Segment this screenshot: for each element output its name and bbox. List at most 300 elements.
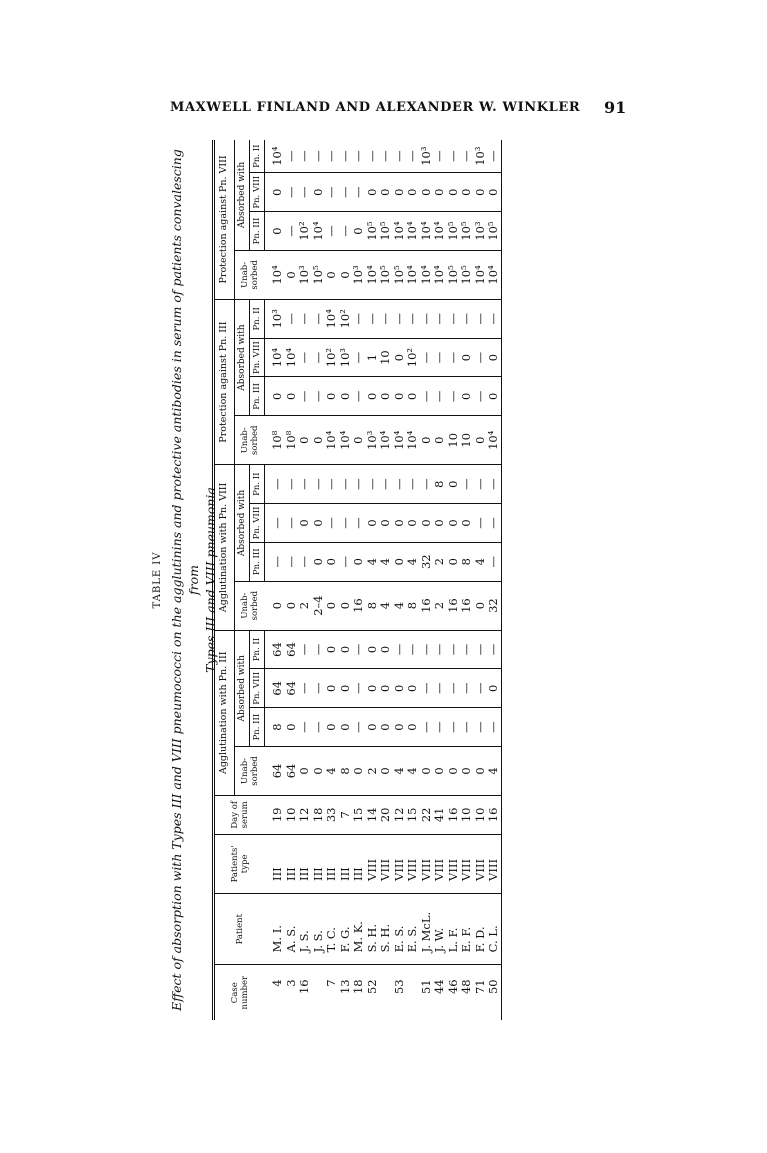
cell-a8-0: 8 bbox=[366, 581, 380, 630]
cell-a3-0: 8 bbox=[339, 746, 353, 795]
cell-p3-1: — bbox=[474, 377, 488, 416]
header-unabsorbed: Unab- sorbed bbox=[235, 581, 265, 630]
cell-a8-1: 0 bbox=[447, 542, 461, 581]
cell-p8-1: 10⁴ bbox=[433, 212, 447, 251]
cell-p8-2: — bbox=[325, 173, 339, 212]
cell-p8-3: — bbox=[405, 150, 419, 162]
cell-p3-1: — bbox=[352, 377, 366, 416]
cell-p3-2: 10² bbox=[325, 338, 339, 377]
cell-a8-1: 8 bbox=[460, 542, 474, 581]
header-pn2: Pn. II bbox=[250, 299, 265, 338]
cell-p3-0: 0 bbox=[474, 416, 488, 465]
cell-case-number: 46 bbox=[447, 965, 461, 1020]
cell-patients-type: VIII bbox=[487, 834, 501, 893]
cell-p8-1: 0 bbox=[265, 212, 285, 251]
cell-day-of-serum: 10 bbox=[474, 795, 488, 834]
cell-patient: E. F. bbox=[460, 893, 474, 964]
cell-p3-1: — bbox=[298, 377, 312, 416]
cell-p8-1: 10³ bbox=[474, 212, 488, 251]
cell-p8-2: 0 bbox=[366, 173, 380, 212]
cell-a3-1: — bbox=[474, 708, 488, 747]
cell-day-of-serum: 15 bbox=[406, 795, 420, 834]
cell-a3-0: 0 bbox=[379, 746, 393, 795]
cell-p3-0: 10⁴ bbox=[339, 416, 353, 465]
cell-p8-0: 10³ bbox=[298, 250, 312, 299]
cell-a8-2: 0 bbox=[447, 504, 461, 543]
table-row bbox=[352, 140, 366, 1020]
running-head: MAXWELL FINLAND AND ALEXANDER W. WINKLER bbox=[170, 100, 581, 115]
cell-case-number: 4 bbox=[265, 965, 285, 1020]
header-prot-pn3: Protection against Pn. III bbox=[214, 299, 235, 464]
cell-a8-2: 0 bbox=[298, 504, 312, 543]
cell-a8-3: — bbox=[474, 465, 488, 504]
cell-a8-1: — bbox=[487, 542, 501, 581]
cell-p8-3: 10³ bbox=[418, 146, 433, 166]
cell-a8-0: 16 bbox=[420, 581, 434, 630]
cell-a8-0: 4 bbox=[379, 581, 393, 630]
cell-patient: M. K. bbox=[352, 893, 366, 964]
cell-a8-3: — bbox=[298, 465, 312, 504]
cell-p3-2: 10⁴ bbox=[285, 338, 299, 377]
cell-case-number: 3 bbox=[285, 965, 299, 1020]
cell-p8-2: 0 bbox=[433, 173, 447, 212]
cell-a8-3: 8 bbox=[433, 465, 447, 504]
cell-a3-1: 0 bbox=[325, 708, 339, 747]
cell-a8-0: 4 bbox=[393, 581, 407, 630]
cell-p3-2: 1 bbox=[366, 338, 380, 377]
table-row bbox=[487, 140, 501, 1020]
cell-p8-0: 10³ bbox=[352, 250, 366, 299]
header-unabsorbed: Unab- sorbed bbox=[235, 746, 265, 795]
cell-patients-type: VIII bbox=[447, 834, 461, 893]
page-number: 91 bbox=[604, 98, 627, 117]
cell-a8-1: 32 bbox=[420, 542, 434, 581]
cell-p8-1: — bbox=[285, 212, 299, 251]
cell-a3-1: 0 bbox=[285, 708, 299, 747]
cell-a8-0: 2 bbox=[433, 581, 447, 630]
cell-patients-type: VIII bbox=[433, 834, 447, 893]
cell-patient: E. S. bbox=[393, 893, 407, 964]
cell-p8-0: 10⁴ bbox=[366, 250, 380, 299]
header-pn2: Pn. II bbox=[250, 630, 265, 669]
header-case-number: Case number bbox=[214, 965, 265, 1020]
cell-p8-2: 0 bbox=[487, 173, 501, 212]
cell-a3-3: — bbox=[312, 630, 326, 669]
cell-a3-3: — bbox=[474, 630, 488, 669]
cell-p3-3: — bbox=[285, 299, 299, 338]
cell-a3-1: — bbox=[447, 708, 461, 747]
cell-p3-1: 0 bbox=[366, 377, 380, 416]
cell-a8-1: — bbox=[339, 542, 353, 581]
header-patient: Patient bbox=[214, 893, 265, 964]
cell-a3-1: 0 bbox=[379, 708, 393, 747]
cell-a3-2: — bbox=[298, 669, 312, 708]
cell-day-of-serum: 16 bbox=[447, 795, 461, 834]
cell-p8-1: 10⁴ bbox=[420, 212, 434, 251]
cell-a3-2: — bbox=[352, 669, 366, 708]
cell-p3-2: — bbox=[474, 338, 488, 377]
cell-p8-2: 0 bbox=[379, 173, 393, 212]
cell-a3-3: — bbox=[433, 630, 447, 669]
cell-p3-0: 10 bbox=[447, 416, 461, 465]
header-pn3: Pn. III bbox=[250, 542, 265, 581]
header-pn3: Pn. III bbox=[250, 377, 265, 416]
table-row bbox=[265, 140, 285, 1020]
cell-a3-1: 0 bbox=[393, 708, 407, 747]
cell-a8-0: 16 bbox=[352, 581, 366, 630]
cell-a8-0: 0 bbox=[325, 581, 339, 630]
cell-a8-0: 0 bbox=[265, 581, 285, 630]
cell-a3-0: 64 bbox=[285, 746, 299, 795]
cell-a8-2: — bbox=[265, 504, 285, 543]
cell-p3-2: 0 bbox=[393, 338, 407, 377]
table-row bbox=[433, 140, 447, 1020]
cell-patients-type: III bbox=[325, 834, 339, 893]
cell-p8-1: 10⁴ bbox=[406, 212, 420, 251]
cell-a8-2: 0 bbox=[379, 504, 393, 543]
cell-a3-0: 0 bbox=[447, 746, 461, 795]
cell-p8-2: 0 bbox=[406, 173, 420, 212]
cell-p8-1: 10⁴ bbox=[393, 212, 407, 251]
cell-a3-0: 2 bbox=[366, 746, 380, 795]
cell-a3-3: — bbox=[298, 630, 312, 669]
cell-patient: L. F. bbox=[447, 893, 461, 964]
cell-a3-1: 8 bbox=[265, 708, 285, 747]
cell-a3-2: 0 bbox=[487, 669, 501, 708]
cell-patients-type: III bbox=[352, 834, 366, 893]
cell-p3-0: 0 bbox=[298, 416, 312, 465]
cell-day-of-serum: 41 bbox=[433, 795, 447, 834]
cell-a8-2: 0 bbox=[393, 504, 407, 543]
cell-p8-1: 10⁵ bbox=[447, 212, 461, 251]
cell-p3-3: — bbox=[420, 299, 434, 338]
cell-a3-2: 0 bbox=[339, 669, 353, 708]
cell-day-of-serum: 20 bbox=[379, 795, 393, 834]
cell-a3-3: — bbox=[447, 630, 461, 669]
header-absorbed-with: Absorbed with bbox=[235, 140, 250, 250]
data-table bbox=[212, 140, 502, 1020]
cell-a8-2: — bbox=[474, 504, 488, 543]
cell-a8-1: — bbox=[265, 542, 285, 581]
cell-a3-3: 0 bbox=[366, 630, 380, 669]
cell-p3-2: 0 bbox=[487, 338, 501, 377]
cell-a3-2: — bbox=[420, 669, 434, 708]
cell-a3-0: 0 bbox=[460, 746, 474, 795]
cell-a8-1: 4 bbox=[474, 542, 488, 581]
cell-p3-1: — bbox=[420, 377, 434, 416]
cell-p3-3: — bbox=[487, 299, 501, 338]
cell-a3-1: 0 bbox=[406, 708, 420, 747]
cell-p8-3: — bbox=[351, 150, 365, 162]
cell-case-number: 48 bbox=[460, 965, 474, 1020]
cell-p8-3: — bbox=[432, 150, 446, 162]
cell-a8-2: 0 bbox=[420, 504, 434, 543]
cell-p8-2: — bbox=[285, 173, 299, 212]
cell-case-number: 7 bbox=[325, 965, 339, 1020]
cell-p3-3: 10² bbox=[339, 299, 353, 338]
cell-a8-3: — bbox=[325, 465, 339, 504]
cell-a3-0: 4 bbox=[393, 746, 407, 795]
cell-case-number: 52 bbox=[366, 965, 380, 1020]
header-unabsorbed: Unab- sorbed bbox=[235, 416, 265, 465]
table-row bbox=[366, 140, 380, 1020]
cell-day-of-serum: 33 bbox=[325, 795, 339, 834]
table-row bbox=[474, 140, 488, 1020]
cell-p3-3: — bbox=[366, 299, 380, 338]
cell-a3-1: — bbox=[312, 708, 326, 747]
cell-p8-2: — bbox=[298, 173, 312, 212]
table-body bbox=[265, 140, 502, 1020]
table-label: TABLE IV bbox=[152, 551, 163, 609]
cell-p3-3: — bbox=[393, 299, 407, 338]
cell-p8-3: 10⁴ bbox=[270, 146, 284, 166]
cell-p8-0: 10⁴ bbox=[433, 250, 447, 299]
cell-a8-3: — bbox=[393, 465, 407, 504]
cell-p8-2: 0 bbox=[447, 173, 461, 212]
cell-p8-2: 0 bbox=[393, 173, 407, 212]
cell-p3-0: 0 bbox=[312, 416, 326, 465]
table-row bbox=[460, 140, 474, 1020]
table-row bbox=[312, 140, 326, 1020]
cell-a3-3: 64 bbox=[285, 630, 299, 669]
cell-p3-3: — bbox=[433, 299, 447, 338]
cell-p8-3: — bbox=[459, 150, 473, 162]
cell-a8-3: — bbox=[339, 465, 353, 504]
cell-a8-3: — bbox=[285, 465, 299, 504]
cell-a3-0: 4 bbox=[487, 746, 501, 795]
cell-p3-1: 0 bbox=[325, 377, 339, 416]
cell-case-number: 53 bbox=[393, 965, 407, 1020]
cell-patients-type: III bbox=[312, 834, 326, 893]
header-unabsorbed: Unab- sorbed bbox=[235, 250, 265, 299]
cell-p3-2: — bbox=[420, 338, 434, 377]
cell-p3-2: 10³ bbox=[339, 338, 353, 377]
cell-p3-3: — bbox=[460, 299, 474, 338]
cell-p3-3: — bbox=[379, 299, 393, 338]
cell-p3-0: 10 bbox=[460, 416, 474, 465]
cell-a3-2: — bbox=[312, 669, 326, 708]
header-absorbed-with: Absorbed with bbox=[235, 299, 250, 415]
header-absorbed-with: Absorbed with bbox=[235, 465, 250, 581]
cell-patient: T. C. bbox=[325, 893, 339, 964]
cell-p8-0: 10⁴ bbox=[406, 250, 420, 299]
cell-a8-0: 2–4 bbox=[312, 581, 326, 630]
cell-a8-3: — bbox=[265, 465, 285, 504]
cell-a3-3: — bbox=[420, 630, 434, 669]
cell-a8-2: — bbox=[325, 504, 339, 543]
cell-case-number: 71 bbox=[474, 965, 488, 1020]
cell-p3-1: 0 bbox=[339, 377, 353, 416]
cell-p8-1: 10⁵ bbox=[379, 212, 393, 251]
cell-case-number bbox=[379, 965, 393, 1020]
cell-a3-1: — bbox=[298, 708, 312, 747]
table-row bbox=[339, 140, 353, 1020]
cell-a8-2: 0 bbox=[460, 504, 474, 543]
cell-p3-3: — bbox=[406, 299, 420, 338]
cell-a8-0: 16 bbox=[460, 581, 474, 630]
cell-patient: J. W. bbox=[433, 893, 447, 964]
cell-day-of-serum: 19 bbox=[265, 795, 285, 834]
cell-p3-1: 0 bbox=[285, 377, 299, 416]
cell-p8-3: 10³ bbox=[472, 146, 487, 166]
cell-a3-0: 4 bbox=[406, 746, 420, 795]
cell-patient: F. G. bbox=[339, 893, 353, 964]
cell-p3-1: — bbox=[312, 377, 326, 416]
cell-p8-2: — bbox=[339, 173, 353, 212]
header-day-of-serum: Day of serum bbox=[214, 795, 265, 834]
cell-a8-1: 0 bbox=[312, 542, 326, 581]
cell-p3-0: 10⁴ bbox=[487, 416, 501, 465]
header-pn3: Pn. III bbox=[250, 708, 265, 747]
cell-a3-2: 0 bbox=[366, 669, 380, 708]
cell-a3-0: 0 bbox=[352, 746, 366, 795]
header-pn8: Pn. VIII bbox=[250, 669, 265, 708]
cell-a8-2: — bbox=[339, 504, 353, 543]
cell-a8-3: — bbox=[420, 465, 434, 504]
cell-case-number: 13 bbox=[339, 965, 353, 1020]
header-pn8: Pn. VIII bbox=[250, 338, 265, 377]
header-agg-pn8: Agglutination with Pn. VIII bbox=[214, 465, 235, 630]
cell-p3-0: 10⁴ bbox=[406, 416, 420, 465]
cell-p8-0: 10⁴ bbox=[265, 250, 285, 299]
cell-a8-1: — bbox=[298, 542, 312, 581]
cell-a8-2: — bbox=[352, 504, 366, 543]
cell-a3-3: 0 bbox=[339, 630, 353, 669]
cell-p8-0: 10⁵ bbox=[312, 250, 326, 299]
cell-patients-type: VIII bbox=[379, 834, 393, 893]
cell-day-of-serum: 12 bbox=[393, 795, 407, 834]
cell-a8-0: 0 bbox=[339, 581, 353, 630]
cell-a8-1: 0 bbox=[393, 542, 407, 581]
cell-a8-2: 0 bbox=[312, 504, 326, 543]
cell-p3-0: 10⁴ bbox=[379, 416, 393, 465]
cell-case-number: 16 bbox=[298, 965, 312, 1020]
cell-p3-0: 10⁴ bbox=[325, 416, 339, 465]
cell-p3-0: 0 bbox=[420, 416, 434, 465]
cell-patients-type: III bbox=[265, 834, 285, 893]
cell-p3-0: 0 bbox=[352, 416, 366, 465]
cell-p3-3: — bbox=[352, 299, 366, 338]
cell-a8-3: 0 bbox=[447, 465, 461, 504]
header-prot-pn8: Protection against Pn. VIII bbox=[214, 140, 235, 299]
cell-a8-1: 4 bbox=[366, 542, 380, 581]
cell-a3-1: — bbox=[487, 708, 501, 747]
cell-patient: E. S. bbox=[406, 893, 420, 964]
cell-p3-3: — bbox=[447, 299, 461, 338]
header-pn2: Pn. II bbox=[250, 465, 265, 504]
cell-p3-3: 10⁴ bbox=[325, 299, 339, 338]
cell-patient: C. L. bbox=[487, 893, 501, 964]
cell-a3-0: 0 bbox=[420, 746, 434, 795]
cell-p3-1: 0 bbox=[393, 377, 407, 416]
cell-p3-3: — bbox=[298, 299, 312, 338]
cell-patient: J. McL. bbox=[420, 893, 434, 964]
cell-a3-3: 64 bbox=[265, 630, 285, 669]
header-pn3: Pn. III bbox=[250, 212, 265, 251]
cell-p8-3: — bbox=[324, 150, 338, 162]
cell-a8-0: 32 bbox=[487, 581, 501, 630]
table-row bbox=[447, 140, 461, 1020]
cell-patient: A. S. bbox=[285, 893, 299, 964]
cell-patient: M. I. bbox=[265, 893, 285, 964]
cell-p3-0: 10³ bbox=[366, 416, 380, 465]
cell-a3-0: 0 bbox=[298, 746, 312, 795]
cell-p8-0: 10⁴ bbox=[474, 250, 488, 299]
cell-a3-1: — bbox=[352, 708, 366, 747]
cell-a3-3: 0 bbox=[325, 630, 339, 669]
cell-a3-1: 0 bbox=[366, 708, 380, 747]
cell-patients-type: VIII bbox=[460, 834, 474, 893]
cell-a3-3: — bbox=[393, 630, 407, 669]
cell-a3-3: — bbox=[487, 630, 501, 669]
cell-p3-2: 10⁴ bbox=[265, 338, 285, 377]
cell-day-of-serum: 7 bbox=[339, 795, 353, 834]
cell-a3-0: 64 bbox=[265, 746, 285, 795]
cell-p8-3: — bbox=[337, 150, 352, 162]
cell-p8-0: 10⁵ bbox=[379, 250, 393, 299]
cell-a3-1: — bbox=[420, 708, 434, 747]
cell-p3-1: — bbox=[447, 377, 461, 416]
cell-day-of-serum: 15 bbox=[352, 795, 366, 834]
cell-a8-0: 16 bbox=[447, 581, 461, 630]
table-row bbox=[406, 140, 420, 1020]
cell-p8-0: 10⁵ bbox=[460, 250, 474, 299]
cell-a3-0: 0 bbox=[474, 746, 488, 795]
cell-p3-2: 0 bbox=[460, 338, 474, 377]
cell-a3-2: — bbox=[474, 669, 488, 708]
header-pn8: Pn. VIII bbox=[250, 173, 265, 212]
cell-p8-3: — bbox=[391, 150, 406, 162]
header-absorbed-with: Absorbed with bbox=[235, 630, 250, 746]
cell-a3-2: 0 bbox=[379, 669, 393, 708]
cell-a8-3: — bbox=[379, 465, 393, 504]
header-pn2: Pn. II bbox=[250, 140, 265, 173]
cell-patients-type: VIII bbox=[393, 834, 407, 893]
cell-a8-1: 0 bbox=[352, 542, 366, 581]
cell-p3-0: 10⁴ bbox=[393, 416, 407, 465]
cell-p3-3: — bbox=[474, 299, 488, 338]
cell-p8-0: 10⁵ bbox=[447, 250, 461, 299]
cell-a8-1: 4 bbox=[406, 542, 420, 581]
cell-p8-1: — bbox=[339, 212, 353, 251]
cell-p3-3: 10³ bbox=[265, 299, 285, 338]
cell-day-of-serum: 12 bbox=[298, 795, 312, 834]
cell-p3-2: — bbox=[352, 338, 366, 377]
cell-day-of-serum: 16 bbox=[487, 795, 501, 834]
cell-patients-type: III bbox=[339, 834, 353, 893]
table-caption bbox=[150, 140, 219, 1020]
cell-a3-2: — bbox=[447, 669, 461, 708]
cell-patient: S. H. bbox=[366, 893, 380, 964]
table-row bbox=[298, 140, 312, 1020]
cell-a8-0: 2 bbox=[298, 581, 312, 630]
cell-a3-1: — bbox=[433, 708, 447, 747]
cell-p3-1: 0 bbox=[406, 377, 420, 416]
cell-p8-0: 10⁵ bbox=[393, 250, 407, 299]
rotated-table-region bbox=[150, 140, 570, 1020]
cell-a8-2: — bbox=[487, 504, 501, 543]
cell-a8-2: 0 bbox=[433, 504, 447, 543]
cell-a3-2: 64 bbox=[285, 669, 299, 708]
cell-a8-3: — bbox=[366, 465, 380, 504]
cell-p8-3: — bbox=[283, 150, 298, 162]
cell-a3-2: 64 bbox=[265, 669, 285, 708]
cell-patients-type: VIII bbox=[420, 834, 434, 893]
cell-p8-2: — bbox=[352, 173, 366, 212]
cell-case-number: 50 bbox=[487, 965, 501, 1020]
cell-a3-2: 0 bbox=[406, 669, 420, 708]
cell-day-of-serum: 22 bbox=[420, 795, 434, 834]
